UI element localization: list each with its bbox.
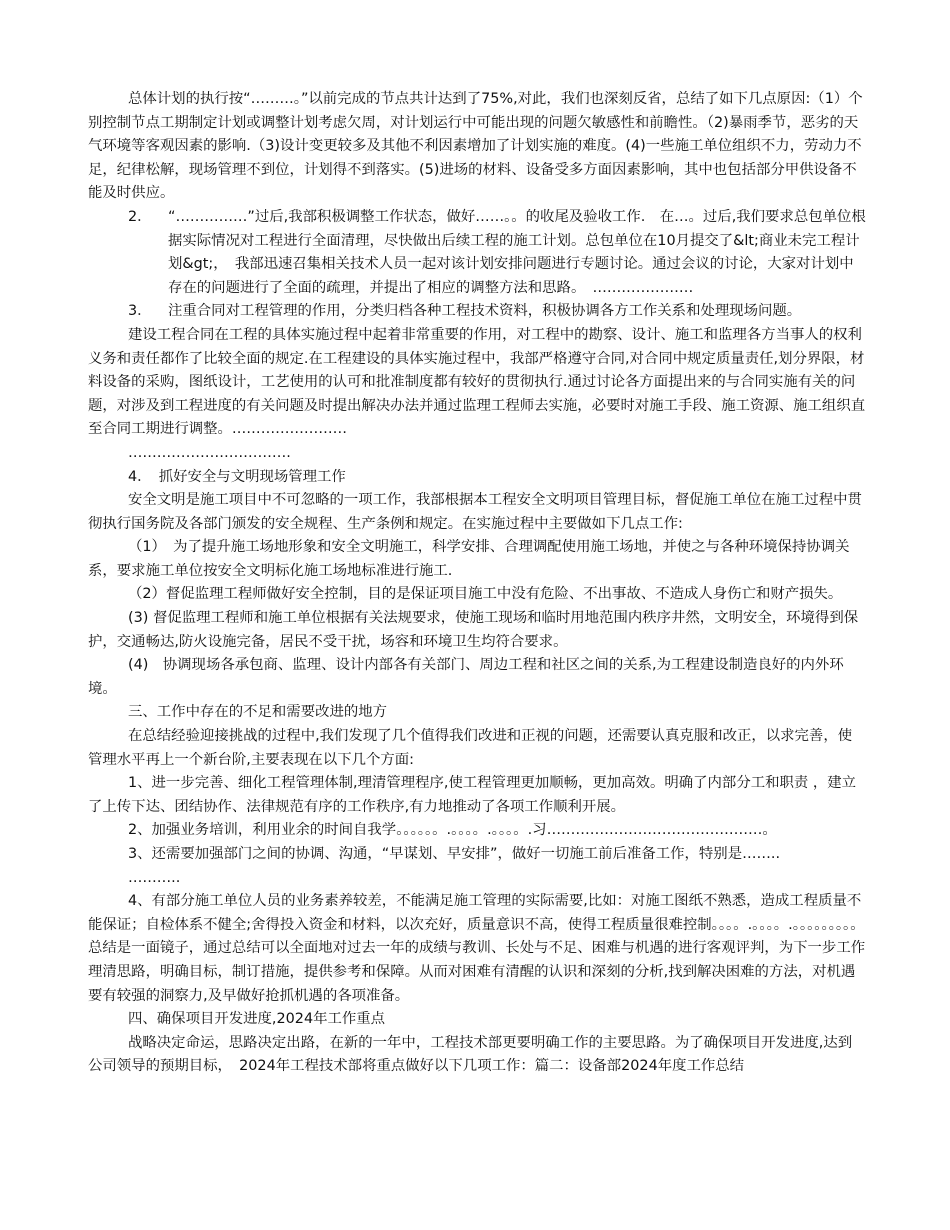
paragraph-strategy: 战略决定命运，思路决定出路，在新的一年中，工程技术部更要明确工作的主要思路。为了确保项目开发进度,达到公司领导的预期目标， 2024年工程技术部将重点做好以下几项工作：篇二：设备部2024年度工作总结 <box>88 1034 853 1075</box>
paragraph-point-4: 4、有部分施工单位人员的业务素养较差，不能满足施工管理的实际需要,比如：对施工图纸不熟悉，造成工程质量不能保证；自检体系不健全;舍得投入资金和材料，以次充好，质量意识不高，使得工程质量很难控制。。。。.。。。。.。。。。。。。。。 总结是一面镜子，通过总结可以全面地对过去一年的成绩与教训、长处与不足、困难与机遇的进行客观评判，为下一步工作理清思路，明确目标，制订措施，提供参考和保障。从而对困难有清醒的认识和深刻的分析,找到解决困难的方法，对机遇要有较强的洞察力,及早做好抢抓机遇的各项准备。 <box>88 893 872 1004</box>
paragraph-safety: 安全文明是施工项目中不可忽略的一项工作，我部根据本工程安全文明项目管理目标，督促施工单位在施工过程中贯彻执行国务院及各部门颁发的安全规程、生产条例和规定。在实施过程中主要做如下几点工作: <box>88 492 862 532</box>
item-number: 3． <box>128 303 152 320</box>
numbered-item-2 <box>88 206 866 300</box>
paragraph-plan-execution: 总体计划的执行按“………。”以前完成的节点共计达到了75%,对此，我们也深刻反省，总结了如下几点原因:（1）个别控制节点工期制定计划或调整计划考虑欠周，对计划运行中可能出现的问题欠敏感性和前瞻性。（2)暴雨季节，恶劣的天气环境等客观因素的影响.（3)设计变更较多及其他不利因素增加了计划实施的难度。(4)一些施工单位组织不力，劳动力不足，纪律松解，现场管理不到位，计划得不到落实。(5)进场的材料、设备受多方面因素影响，其中也包括部分甲供设备不能及时供应。 <box>88 91 863 202</box>
paragraph-safety-4: (4) 协调现场各承包商、监理、设计内部各有关部门、周边工程和社区之间的关系,为工程建设制造良好的内外环境。 <box>88 657 844 697</box>
section-heading-safety: 4． 抓好安全与文明现场管理工作 <box>128 468 346 485</box>
paragraph-safety-3: (3) 督促监理工程师和施工单位根据有关法规要求，使施工现场和临时用地范围内秩序井然，文明安全，环境得到保护，交通畅达,防火设施完备，居民不受干扰，场容和环境卫生均符合要求。 <box>88 610 859 650</box>
item-number: 2． <box>128 208 152 225</box>
numbered-item-text: “……………”过后,我部积极调整工作状态，做好……。。的收尾及验收工作. 在…。过后,我们要求总包单位根据实际情况对工程进行全面清理，尽快做出后续工程的施工计划。总包单位在10月提交了&lt;商业未完工程计划&gt;， 我部迅速召集相关技术人员一起对该计划安排问题进行专题讨论。通过会议的讨论，大家对计划中存在的问题进行了全面的疏理，并提出了相应的调整方法和思路。 ………………… <box>168 208 866 296</box>
numbered-item-text: 注重合同对工程管理的作用，分类归档各种工程技术资料，积极协调各方工作关系和处理现场问题。 <box>168 303 802 320</box>
section-heading-shortcomings: 三、工作中存在的不足和需要改进的地方 <box>128 704 388 721</box>
ellipsis-line: ……….. <box>128 869 181 886</box>
paragraph-shortcomings: 在总结经验迎接挑战的过程中,我们发现了几个值得我们改进和正视的问题，还需要认真克服和改正，以求完善，使管理水平再上一个新台阶,主要表现在以下几个方面: <box>88 728 853 768</box>
paragraph-contract: 建设工程合同在工程的具体实施过程中起着非常重要的作用，对工程中的勘察、设计、施工和监理各方当事人的权利义务和责任都作了比较全面的规定.在工程建设的具体实施过程中，我部严格遵守合同,对合同中规定质量责任,划分界限，材料设备的采购，图纸设计，工艺使用的认可和批准制度都有较好的贯彻执行.通过讨论各方面提出来的与合同实施有关的问题，对涉及到工程进度的有关问题及时提出解决办法并通过监理工程师去实施，必要时对施工手段、施工资源、施工组织直至合同工期进行调整。…………………… <box>88 326 866 438</box>
paragraph-point-2: 2、加强业务培训，利用业余的时间自我学。。。。。。.。。。。.。。。。.习………………………………………。 <box>128 822 777 839</box>
section-heading-2024: 四、确保项目开发进度,2024年工作重点 <box>128 1011 386 1028</box>
paragraph-point-1: 1、进一步完善、细化工程管理体制,理清管理程序,使工程管理更加顺畅，更加高效。明确了内部分工和职责 ，建立了上传下达、团结协作、法律规范有序的工作秩序,有力地推动了各项工作顺利开展。 <box>88 775 857 815</box>
paragraph-safety-2: （2）督促监理工程师做好安全控制，目的是保证项目施工中没有危险、不出事故、不造成人身伤亡和财产损失。 <box>128 586 843 603</box>
numbered-item-3 <box>88 300 866 324</box>
ellipsis-line: ……………………………. <box>128 444 291 461</box>
paragraph-point-3: 3、还需要加强部门之间的协调、沟通，“早谋划、早安排”，做好一切施工前后准备工作，特别是…….. <box>128 846 781 862</box>
document-body <box>88 88 872 1079</box>
paragraph-safety-1: （1） 为了提升施工场地形象和安全文明施工，科学安排、合理调配使用施工场地，并使之与各种环境保持协调关系，要求施工单位按安全文明标化施工场地标准进行施工. <box>88 539 850 579</box>
